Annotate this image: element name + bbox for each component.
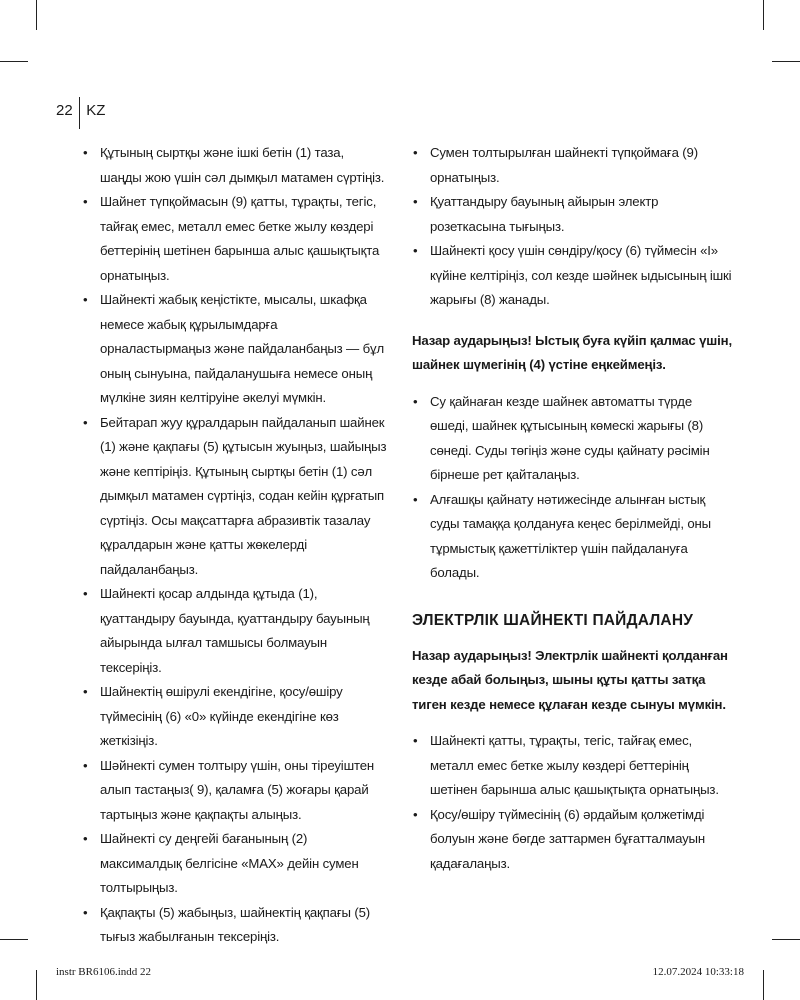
crop-mark-bottom-left-h bbox=[0, 939, 28, 940]
crop-mark-top-left bbox=[36, 0, 37, 30]
page-number: 22 bbox=[56, 102, 73, 119]
left-bullet-list bbox=[82, 141, 388, 950]
list-item: • Шәйнекті сумен толтыру үшін, оны тіреуіштен алып тастаңыз( 9), қаламға (5) жоғары қарай тартыңыз және қақпақты алыңыз. bbox=[82, 754, 388, 828]
right-column bbox=[412, 141, 732, 876]
crop-mark-top-left-h bbox=[0, 61, 28, 62]
list-item: • Шайнекті су деңгейі бағанының (2) максималдық белгісіне «MAX» дейін сумен толтырыңыз. bbox=[82, 827, 388, 901]
right-bullet-list-middle bbox=[412, 390, 732, 586]
list-item: • Қақпақты (5) жабыңыз, шайнектің қақпағы (5) тығыз жабылғанын тексеріңіз. bbox=[82, 901, 388, 950]
list-item: • Қосу/өшіру түймесінің (6) әрдайым қолжетімді болуын және бөгде заттармен бұғатталмауын қадағалаңыз. bbox=[412, 803, 732, 877]
crop-mark-bottom-right bbox=[763, 970, 764, 1000]
warning-glass: Назар аударыңыз! Электрлік шайнекті қолданған кезде абай болыңыз, шыны құты қатты затқа тиген кезде немесе құлаған кезде сынуы мүмкін. bbox=[412, 647, 728, 712]
list-item: • Бейтарап жуу құралдарын пайдаланып шайнек (1) және қақпағы (5) құтысын жуыңыз, шайыңыз және кептіріңіз. Құтының сыртқы бетін (1) сәл дымқыл матамен сүртіңіз, содан кейін құрғатып сүртіңіз. Осы мақсаттарға абразивтік тазалау құралдарын және қатты жөкелерді пайдаланбаңыз. bbox=[82, 411, 388, 583]
section-heading: ЭЛЕКТРЛІК ШАЙНЕКТІ ПАЙДАЛАНУ bbox=[412, 611, 694, 629]
list-item: • Шайнет түпқоймасын (9) қатты, тұрақты, тегіс, тайғақ емес, металл емес бетке жылу көздері беттерінің шетінен барынша алыс қашықтықта орнатыңыз. bbox=[82, 190, 388, 288]
footer-filename: instr BR6106.indd 22 bbox=[56, 966, 152, 978]
list-item: • Шайнекті қосар алдында құтыда (1), қуаттандыру бауында, қуаттандыру бауының айырында ылғал тамшысы болмауын тексеріңіз. bbox=[82, 582, 388, 680]
list-item: • Сумен толтырылған шайнекті түпқоймаға (9) орнатыңыз. bbox=[412, 141, 732, 190]
crop-mark-bottom-left bbox=[36, 970, 37, 1000]
list-item: • Су қайнаған кезде шайнек автоматты түрде өшеді, шайнек құтысының көмескі жарығы (8) сөнеді. Суды төгіңіз және суды қайнату рәсімін бірнеше рет қайталаңыз. bbox=[412, 390, 732, 488]
warning-steam: Назар аударыңыз! Ыстық буға күйіп қалмас үшін, шайнек шүмегінің (4) үстіне еңкеймеңіз. bbox=[412, 332, 732, 372]
list-item: • Құтының сыртқы және ішкі бетін (1) таза, шаңды жою үшін сәл дымқыл матамен сүртіңіз. bbox=[82, 141, 388, 190]
crop-mark-bottom-right-h bbox=[772, 939, 800, 940]
footer-timestamp: 12.07.2024 10:33:18 bbox=[652, 966, 744, 978]
left-column bbox=[82, 141, 388, 950]
language-code: KZ bbox=[86, 102, 106, 119]
right-bullet-list-top bbox=[412, 141, 732, 313]
list-item: • Қуаттандыру бауының айырын электр розеткасына тығыңыз. bbox=[412, 190, 732, 239]
crop-mark-top-right-h bbox=[772, 61, 800, 62]
list-item: • Шайнекті қосу үшін сөндіру/қосу (6) түймесін «I» күйіне келтіріңіз, сол кезде шәйнек ыдысының ішкі жарығы (8) жанады. bbox=[412, 239, 732, 313]
list-item: • Шайнекті жабық кеңістікте, мысалы, шкафқа немесе жабық құрылымдарға орналастырмаңыз және пайдаланбаңыз — бұл оның сынуына, пайдаланушыға немесе оның мүлкіне зиян келтіруіне әкелуі мүмкін. bbox=[82, 288, 388, 411]
list-item: • Шайнектің өшірулі екендігіне, қосу/өшіру түймесінің (6) «0» күйінде екендігіне көз жеткізіңіз. bbox=[82, 680, 388, 754]
crop-mark-top-right bbox=[763, 0, 764, 30]
list-item: • Шайнекті қатты, тұрақты, тегіс, тайғақ емес, металл емес бетке жылу көздері беттерінің шетінен барынша алыс қашықтықта орнатыңыз. bbox=[412, 729, 732, 803]
list-item: • Алғашқы қайнату нәтижесінде алынған ыстық суды тамаққа қолдануға кеңес берілмейді, оны тұрмыстық қажеттіліктер үшін пайдалануға болады. bbox=[412, 488, 732, 586]
right-bullet-list-bottom bbox=[412, 729, 732, 876]
page-header bbox=[56, 93, 105, 129]
